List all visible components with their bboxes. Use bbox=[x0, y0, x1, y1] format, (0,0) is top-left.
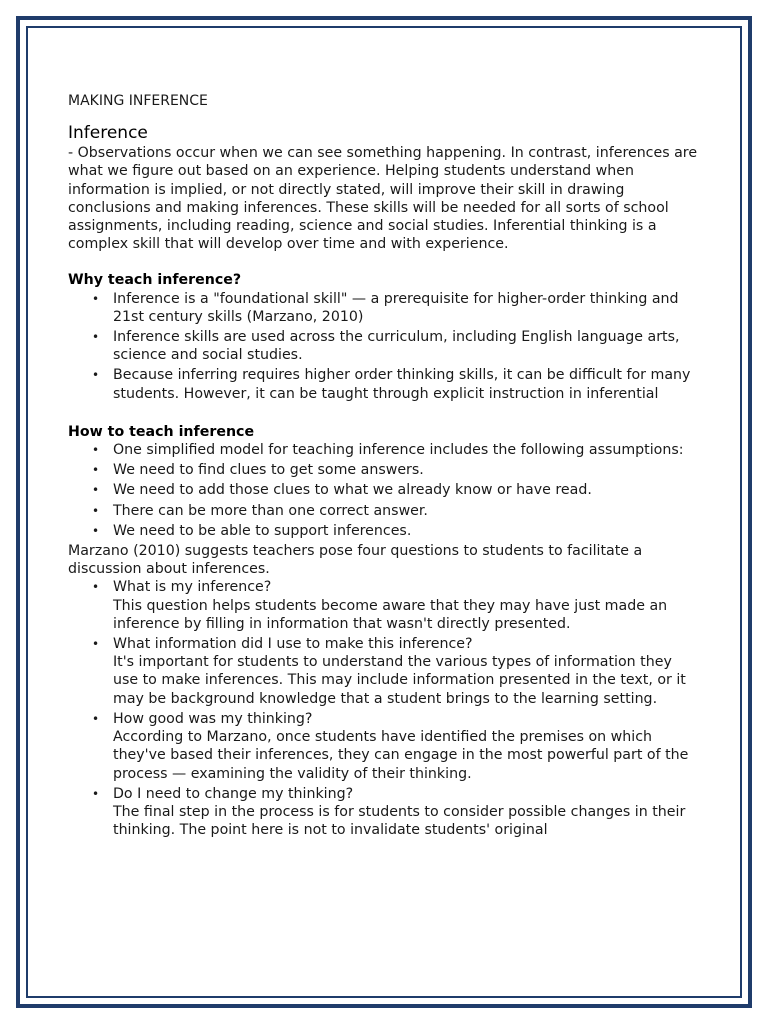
document-title: MAKING INFERENCE bbox=[68, 93, 208, 109]
section-heading-inference: Inference bbox=[68, 123, 148, 144]
why-teach-list bbox=[68, 290, 698, 403]
list-item: • We need to add those clues to what we already know or have read. bbox=[92, 482, 592, 499]
list-item: • Inference is a "foundational skill" — a prerequisite for higher-order thinking and 21st century skills (Marzano, 2010) bbox=[92, 290, 679, 325]
list-item: • We need to be able to support inferences. bbox=[92, 522, 412, 539]
question-explanation: The final step in the process is for students to consider possible changes in their thinking. The point here is not to invalidate students' original bbox=[113, 803, 686, 839]
question-text: Do I need to change my thinking? bbox=[113, 785, 354, 802]
marzano-questions-list bbox=[68, 578, 698, 839]
document-body bbox=[68, 92, 698, 841]
question-explanation: According to Marzano, once students have identified the premises on which they've based their inferences, they can engage in the most powerful part of the process — examining the validity of their thinking. bbox=[113, 729, 689, 782]
question-item bbox=[92, 635, 698, 708]
bullet-icon: • bbox=[92, 368, 100, 383]
bullet-icon: • bbox=[92, 637, 100, 652]
list-item: • Inference skills are used across the curriculum, including English language arts, science and social studies. bbox=[92, 329, 680, 364]
question-text: What is my inference? bbox=[113, 579, 272, 596]
intro-paragraph: - Observations occur when we can see something happening. In contrast, inferences are what we figure out based on an experience. Helping students understand when information is implied, or not directly stated, will improve their skill in drawing conclusions and making inferences. These skills will be needed for all sorts of school assignments, including reading, science and social studies. Inferential thinking is a complex skill that will develop over time and with experience. bbox=[68, 145, 698, 253]
bullet-icon: • bbox=[92, 580, 100, 595]
marzano-intro-paragraph: Marzano (2010) suggests teachers pose four questions to students to facilitate a discussion about inferences. bbox=[68, 543, 643, 578]
question-explanation: It's important for students to understand the various types of information they use to make inferences. This may include information presented in the text, or it may be background knowledge that a student brings to the learning setting. bbox=[113, 654, 686, 707]
list-item: • Because inferring requires higher order thinking skills, it can be difficult for many students. However, it can be taught through explicit instruction in inferential bbox=[92, 367, 691, 402]
list-item: • One simplified model for teaching inference includes the following assumptions: bbox=[92, 442, 684, 459]
question-item bbox=[92, 578, 698, 633]
bullet-icon: • bbox=[92, 483, 100, 498]
bullet-icon: • bbox=[92, 443, 100, 458]
question-text: What information did I use to make this inference? bbox=[113, 636, 473, 653]
bullet-icon: • bbox=[92, 503, 100, 518]
how-teach-list bbox=[68, 441, 698, 540]
question-item bbox=[92, 785, 698, 840]
list-item: • There can be more than one correct answer. bbox=[92, 502, 428, 519]
bullet-icon: • bbox=[92, 786, 100, 801]
bullet-icon: • bbox=[92, 711, 100, 726]
list-item: • We need to find clues to get some answers. bbox=[92, 462, 424, 479]
question-text: How good was my thinking? bbox=[113, 710, 313, 727]
bullet-icon: • bbox=[92, 330, 100, 345]
how-teach-heading: How to teach inference bbox=[68, 423, 255, 440]
bullet-icon: • bbox=[92, 463, 100, 478]
bullet-icon: • bbox=[92, 523, 100, 538]
why-teach-heading: Why teach inference? bbox=[68, 272, 242, 289]
bullet-icon: • bbox=[92, 291, 100, 306]
question-item bbox=[92, 710, 698, 783]
question-explanation: This question helps students become aware that they may have just made an inference by filling in information that wasn't directly presented. bbox=[113, 597, 668, 632]
